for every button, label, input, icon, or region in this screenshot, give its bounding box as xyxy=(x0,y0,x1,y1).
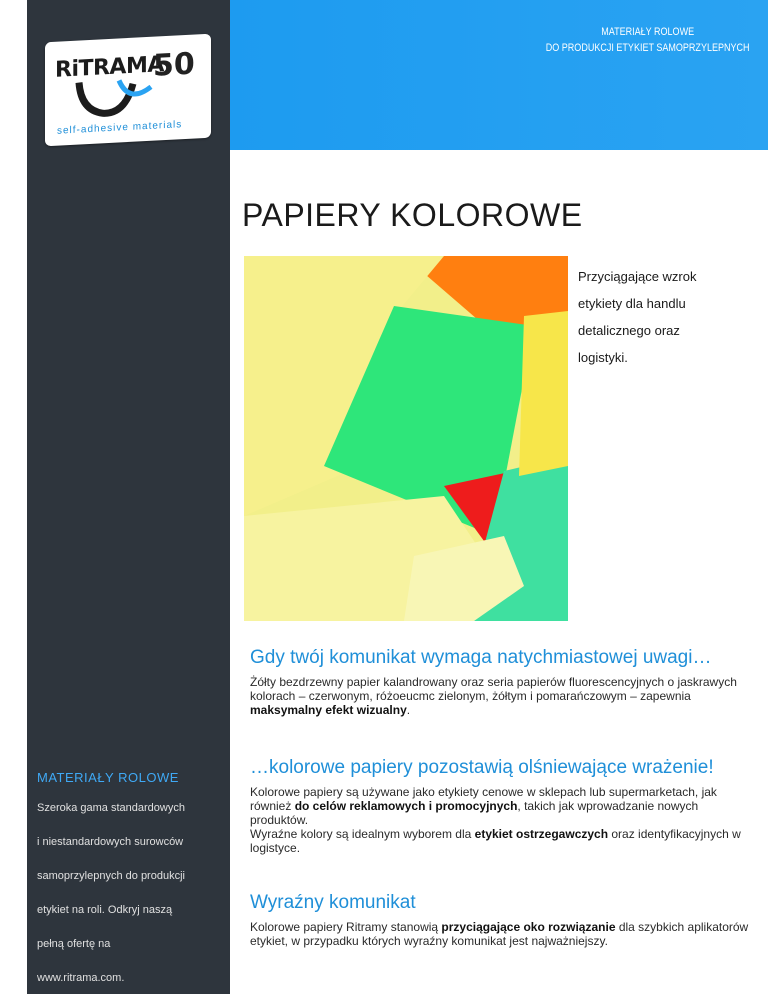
section-heading: Wyraźny komunikat xyxy=(250,892,416,913)
intro-line: Przyciągające wzrok xyxy=(578,269,697,284)
logo-swoosh-icon xyxy=(75,77,155,125)
body-bold: do celów reklamowych i promocyjnych xyxy=(294,799,518,813)
intro-line: logistyki. xyxy=(578,350,628,365)
sidebar-link[interactable]: www.ritrama.com. xyxy=(37,972,125,984)
body-text: , takich jak wprowadzanie nowych produktów. xyxy=(250,799,699,827)
logo-tagline: self-adhesive materials xyxy=(57,119,183,137)
sidebar-line: i niestandardowych surowców xyxy=(37,836,184,848)
colored-papers-image xyxy=(244,256,568,621)
section-body xyxy=(250,920,750,948)
section-body xyxy=(250,675,750,717)
logo-anniversary: 50 xyxy=(153,46,195,84)
logo-wordmark: RiTRAMA xyxy=(55,52,164,83)
sidebar-info xyxy=(37,770,227,1005)
section-impression xyxy=(250,757,750,855)
section-attention xyxy=(250,647,750,717)
section-heading: …kolorowe papiery pozostawią olśniewające wrażenie! xyxy=(250,757,714,778)
sidebar-heading: MATERIAŁY ROLOWE xyxy=(37,770,179,785)
ritrama-logo xyxy=(45,34,211,147)
body-text: Kolorowe papiery Ritramy stanowią xyxy=(250,920,442,934)
body-text: dla szybkich aplikatorów etykiet, w przypadku których wyraźny komunikat jest najważniejszy. xyxy=(250,920,749,948)
sidebar-line: Szeroka gama standardowych xyxy=(37,802,185,814)
body-text: Kolorowe papiery są używane jako etykiety cenowe w sklepach lub supermarketach, jak również xyxy=(250,785,717,813)
body-text: oraz identyfikacyjnych w logistyce. xyxy=(250,827,741,855)
intro-line: detalicznego oraz xyxy=(578,323,680,338)
header-line-1: MATERIAŁY ROLOWE xyxy=(601,26,695,38)
body-bold: przyciągające oko rozwiązanie xyxy=(441,920,616,934)
header-banner xyxy=(230,0,768,150)
sidebar-line: pełną ofertę na xyxy=(37,938,111,950)
header-line-2: DO PRODUKCJI ETYKIET SAMOPRZYLEPNYCH xyxy=(546,42,750,54)
body-bold: etykiet ostrzegawczych xyxy=(474,827,609,841)
section-heading: Gdy twój komunikat wymaga natychmiastowej uwagi… xyxy=(250,647,712,668)
colored-papers-photo xyxy=(244,256,568,621)
sidebar xyxy=(27,0,230,994)
intro-line: etykiety dla handlu xyxy=(578,296,686,311)
body-text: Wyraźne kolory są idealnym wyborem dla xyxy=(250,827,475,841)
intro-text xyxy=(578,263,758,371)
page-title: PAPIERY KOLOROWE xyxy=(242,197,583,233)
body-text: . xyxy=(406,703,411,717)
body-bold: maksymalny efekt wizualny xyxy=(250,703,407,717)
section-clear-message xyxy=(250,892,750,948)
section-body xyxy=(250,785,750,855)
body-text: Żółty bezdrzewny papier kalandrowany oraz seria papierów fluorescencyjnych o jaskrawych kolorach – czerwonym, różoeucmc zielonym, żółtym i pomarańczowym – zapewnia xyxy=(250,675,737,703)
sidebar-line: samoprzylepnych do produkcji xyxy=(37,870,185,882)
header-text xyxy=(546,24,750,56)
sidebar-line: etykiet na roli. Odkryj naszą xyxy=(37,904,173,916)
